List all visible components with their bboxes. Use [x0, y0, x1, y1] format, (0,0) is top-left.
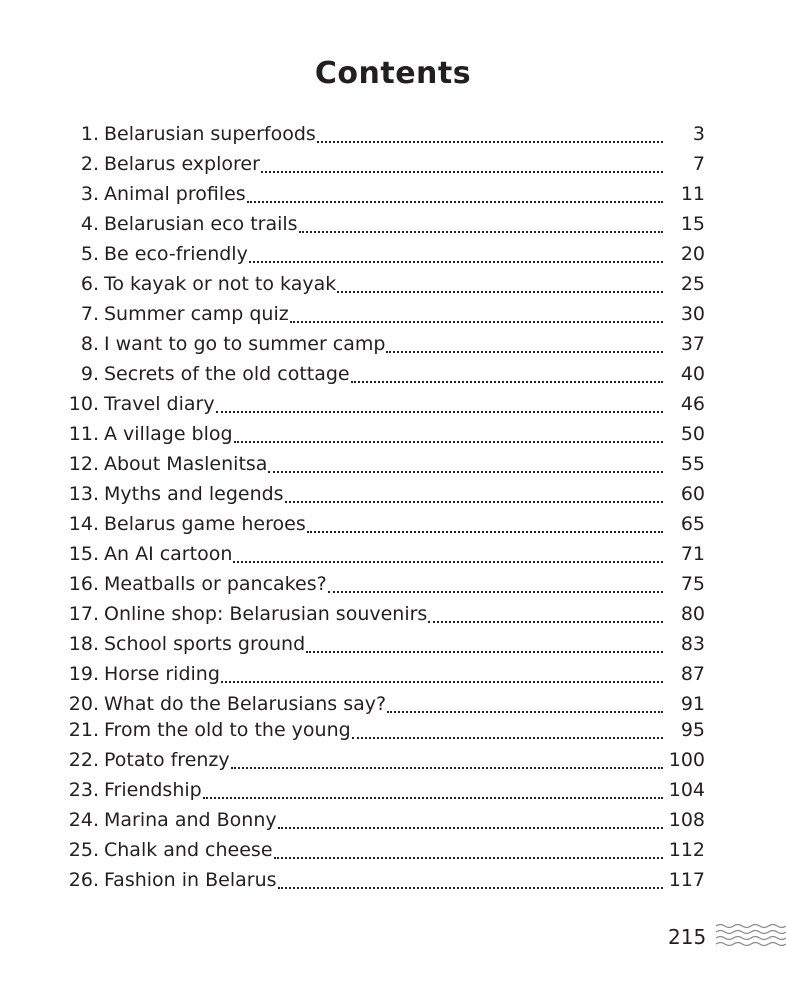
- dot-leader: [306, 631, 663, 653]
- toc-entry-title: About Maslenitsa: [104, 453, 268, 475]
- toc-entry-page: 30: [680, 303, 705, 325]
- toc-entry-number: 17.: [68, 603, 99, 625]
- toc-entry-page: 83: [680, 633, 705, 655]
- toc-entry-page: 95: [680, 719, 705, 741]
- toc-entry-title: Friendship: [104, 779, 202, 801]
- toc-entry[interactable]: [60, 777, 705, 803]
- toc-entry-page: 104: [668, 779, 705, 801]
- toc-entry-page: 46: [680, 393, 705, 415]
- toc-entry[interactable]: [60, 601, 705, 627]
- toc-entry-number: 4.: [80, 213, 99, 235]
- dot-leader: [337, 271, 663, 293]
- toc-entry-title: Belarus explorer: [104, 153, 260, 175]
- toc-entry-number: 1.: [80, 123, 99, 145]
- toc-entry-title: Secrets of the old cottage: [104, 363, 350, 385]
- toc-entry[interactable]: [60, 661, 705, 687]
- toc-entry[interactable]: [60, 391, 705, 417]
- toc-entry-number: 22.: [68, 749, 99, 771]
- toc-entry-title: School sports ground: [104, 633, 306, 655]
- toc-entry-page: 117: [668, 869, 705, 891]
- dot-leader: [285, 481, 663, 503]
- dot-leader: [274, 837, 663, 859]
- toc-entry-title: An AI cartoon: [104, 543, 233, 565]
- toc-entry-number: 3.: [80, 183, 99, 205]
- toc-entry-title: I want to go to summer camp: [104, 333, 386, 355]
- dot-leader: [233, 541, 663, 563]
- toc-entry[interactable]: [60, 451, 705, 477]
- waves-icon: [716, 922, 786, 948]
- toc-entry[interactable]: [60, 241, 705, 267]
- dot-leader: [307, 511, 663, 533]
- toc-entry-title: Be eco-friendly: [104, 243, 248, 265]
- toc-entry-number: 6.: [80, 273, 99, 295]
- toc-entry[interactable]: [60, 837, 705, 863]
- dot-leader: [352, 717, 663, 739]
- toc-entry[interactable]: [60, 717, 705, 743]
- toc-entry-page: 55: [680, 453, 705, 475]
- toc-entry[interactable]: [60, 211, 705, 237]
- dot-leader: [268, 451, 663, 473]
- dot-leader: [387, 691, 663, 713]
- toc-entry-page: 80: [680, 603, 705, 625]
- toc-entry-number: 18.: [68, 633, 99, 655]
- dot-leader: [249, 241, 663, 263]
- toc-entry-title: Myths and legends: [104, 483, 284, 505]
- toc-entry-title: Belarusian superfoods: [104, 123, 316, 145]
- dot-leader: [386, 331, 663, 353]
- toc-entry-page: 75: [680, 573, 705, 595]
- toc-entry[interactable]: [60, 361, 705, 387]
- dot-leader: [290, 301, 663, 323]
- toc-entry-page: 40: [680, 363, 705, 385]
- dot-leader: [261, 151, 663, 173]
- toc-entry-page: 7: [692, 153, 705, 175]
- toc-entry[interactable]: [60, 691, 705, 717]
- toc-entry-number: 12.: [68, 453, 99, 475]
- toc-entry-title: Summer camp quiz: [104, 303, 289, 325]
- toc-entry-number: 25.: [68, 839, 99, 861]
- toc-entry[interactable]: [60, 867, 705, 893]
- toc-entry-number: 16.: [68, 573, 99, 595]
- dot-leader: [203, 777, 663, 799]
- dot-leader: [247, 181, 663, 203]
- dot-leader: [216, 391, 663, 413]
- page-title: Contents: [314, 56, 472, 91]
- toc-entry-title: Marina and Bonny: [104, 809, 277, 831]
- toc-entry-number: 13.: [68, 483, 99, 505]
- toc-entry-title: Potato frenzy: [104, 749, 230, 771]
- dot-leader: [299, 211, 663, 233]
- toc-entry[interactable]: [60, 421, 705, 447]
- toc-entry-title: Travel diary: [104, 393, 215, 415]
- dot-leader: [221, 661, 663, 683]
- toc-entry-title: What do the Belarusians say?: [104, 693, 387, 715]
- toc-entry-page: 15: [680, 213, 705, 235]
- dot-leader: [351, 361, 663, 383]
- toc-entry-page: 37: [680, 333, 705, 355]
- toc-entry[interactable]: [60, 181, 705, 207]
- toc-entry-page: 100: [668, 749, 705, 771]
- toc-entry-number: 2.: [80, 153, 99, 175]
- toc-entry-number: 20.: [68, 693, 99, 715]
- toc-entry-title: Belarus game heroes: [104, 513, 306, 535]
- toc-entry-number: 15.: [68, 543, 99, 565]
- toc-entry-number: 11.: [68, 423, 99, 445]
- toc-entry[interactable]: [60, 807, 705, 833]
- toc-entry-title: To kayak or not to kayak: [104, 273, 337, 295]
- toc-entry-page: 50: [680, 423, 705, 445]
- toc-entry-number: 10.: [68, 393, 99, 415]
- dot-leader: [428, 601, 663, 623]
- toc-entry-number: 7.: [80, 303, 99, 325]
- toc-entry-title: Online shop: Belarusian souvenirs: [104, 603, 428, 625]
- toc-entry-page: 25: [680, 273, 705, 295]
- toc-entry-title: Animal profiles: [104, 183, 246, 205]
- toc-entry-page: 11: [680, 183, 705, 205]
- toc-entry-page: 71: [680, 543, 705, 565]
- dot-leader: [278, 807, 663, 829]
- toc-entry-page: 3: [692, 123, 705, 145]
- dot-leader: [231, 747, 663, 769]
- toc-entry-number: 21.: [68, 719, 99, 741]
- page-number: 215: [668, 925, 707, 949]
- toc-entry[interactable]: [60, 541, 705, 567]
- toc-entry-page: 65: [680, 513, 705, 535]
- toc-entry-title: Chalk and cheese: [104, 839, 273, 861]
- toc-entry[interactable]: [60, 151, 705, 177]
- toc-entry-title: Belarusian eco trails: [104, 213, 298, 235]
- toc-entry[interactable]: [60, 331, 705, 357]
- toc-entry-number: 14.: [68, 513, 99, 535]
- toc-entry[interactable]: [60, 301, 705, 327]
- toc-entry-title: From the old to the young: [104, 719, 351, 741]
- toc-entry-number: 26.: [68, 869, 99, 891]
- toc-entry[interactable]: [60, 631, 705, 657]
- toc-entry-page: 91: [680, 693, 705, 715]
- toc-entry-number: 5.: [80, 243, 99, 265]
- toc-entry-page: 112: [668, 839, 705, 861]
- toc-entry-page: 87: [680, 663, 705, 685]
- toc-entry-page: 108: [668, 809, 705, 831]
- dot-leader: [317, 121, 663, 143]
- toc-entry[interactable]: [60, 121, 705, 147]
- toc-entry-number: 24.: [68, 809, 99, 831]
- toc-entry-title: Horse riding: [104, 663, 220, 685]
- toc-entry[interactable]: [60, 481, 705, 507]
- toc-entry[interactable]: [60, 271, 705, 297]
- toc-entry[interactable]: [60, 747, 705, 773]
- dot-leader: [328, 571, 663, 593]
- toc-entry[interactable]: [60, 571, 705, 597]
- toc-entry-page: 20: [680, 243, 705, 265]
- dot-leader: [278, 867, 663, 889]
- toc-entry-number: 9.: [80, 363, 99, 385]
- toc-entry-number: 19.: [68, 663, 99, 685]
- toc-entry[interactable]: [60, 511, 705, 537]
- toc-entry-page: 60: [680, 483, 705, 505]
- toc-entry-title: Fashion in Belarus: [104, 869, 277, 891]
- toc-entry-title: A village blog: [104, 423, 233, 445]
- toc-entry-number: 8.: [80, 333, 99, 355]
- dot-leader: [234, 421, 663, 443]
- toc-entry-title: Meatballs or pancakes?: [104, 573, 327, 595]
- toc-entry-number: 23.: [68, 779, 99, 801]
